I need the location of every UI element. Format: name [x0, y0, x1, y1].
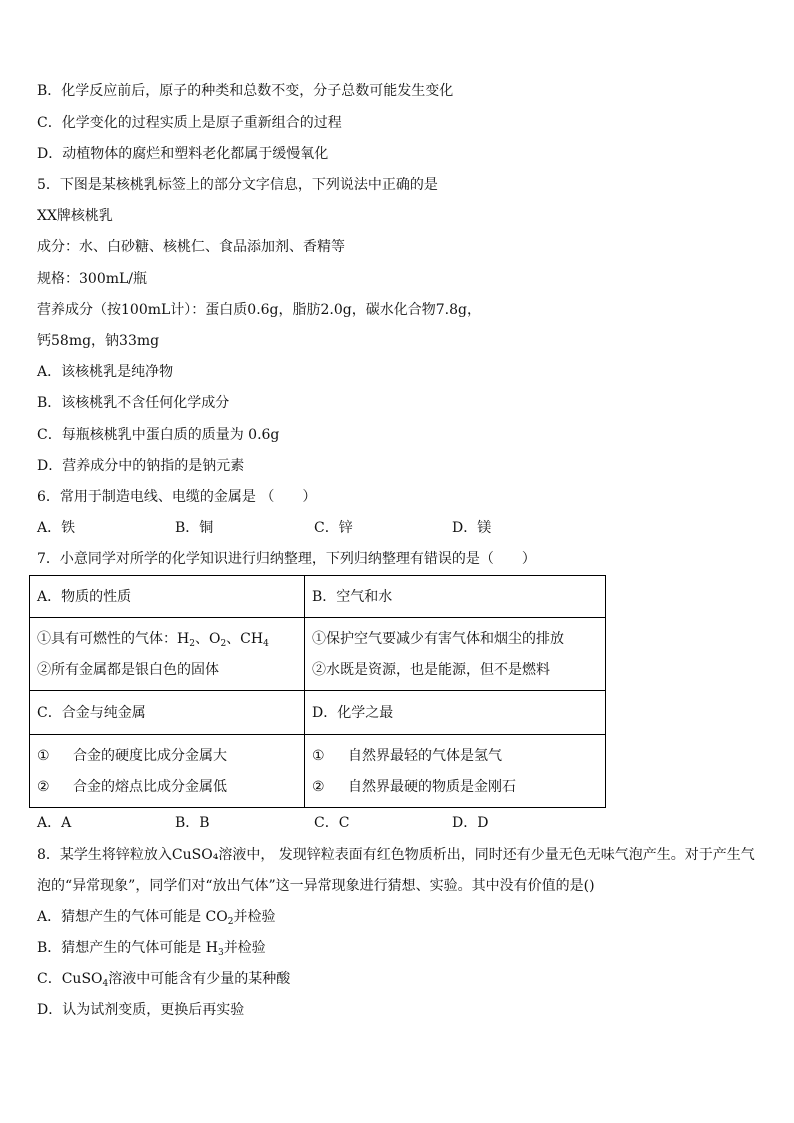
line-q4-option-c: C．化学变化的过程实质上是原子重新组合的过程: [37, 115, 342, 131]
q7-option-a: A．A: [37, 815, 72, 831]
q6-option-a: A．铁: [37, 520, 76, 536]
q6-option-d: D．镁: [452, 520, 492, 536]
q6-option-b: B．铜: [175, 520, 214, 536]
q6-stem: 6．常用于制造电线、电缆的金属是 （ ）: [37, 489, 317, 505]
q8-stem-line-2: 泡的“异常现象”，同学们对“放出气体”这一异常现象进行猜想、实验。其中没有价值的是(): [37, 878, 595, 894]
cell-a-header: A．物质的性质: [30, 576, 305, 618]
q8-option-b: B．猜想产生的气体可能是 $H_3$并检验: [37, 940, 266, 958]
q5-ingredients: 成分：水、白砂糖、核桃仁、食品添加剂、香精等: [37, 239, 345, 255]
q5-option-b: B．该核桃乳不含任何化学成分: [37, 395, 230, 411]
q5-option-a: A．该核桃乳是纯净物: [37, 364, 174, 380]
cell-c-header: C．合金与纯金属: [30, 691, 305, 735]
cell-c-line-2: ② 合金的熔点比成分金属低: [37, 778, 227, 795]
cell-a-body: [30, 618, 305, 691]
cell-c-body: [30, 735, 305, 808]
q5-option-d: D．营养成分中的钠指的是钠元素: [37, 458, 245, 474]
q8-option-c: C．CuSO$_4$溶液中可能含有少量的某种酸: [37, 971, 291, 989]
cell-b-line-2: ②水既是资源，也是能源，但不是燃料: [312, 661, 550, 678]
q8-stem-line-1: 8．某学生将锌粒放入CuSO₄溶液中， 发现锌粒表面有红色物质析出，同时还有少量无色无味气泡产生。对于产生气: [37, 847, 755, 863]
cell-d-body: [305, 735, 606, 808]
cell-d-line-2: ② 自然界最硬的物质是金刚石: [312, 778, 516, 795]
q7-option-b: B．B: [175, 815, 210, 831]
q5-option-c: C．每瓶核桃乳中蛋白质的质量为 0.6g: [37, 427, 280, 443]
q5-minerals: 钙58mg，钠33mg: [37, 333, 160, 349]
q6-option-c: C．锌: [314, 520, 353, 536]
line-q4-option-d: D．动植物体的腐烂和塑料老化都属于缓慢氧化: [37, 146, 329, 162]
q7-summary-table: [29, 575, 606, 808]
q8-option-a: A．猜想产生的气体可能是 $CO_2$并检验: [37, 909, 276, 927]
q7-option-d: D．D: [452, 815, 489, 831]
cell-d-header: D．化学之最: [305, 691, 606, 735]
q8-option-d: D．认为试剂变质，更换后再实验: [37, 1002, 245, 1018]
cell-b-body: [305, 618, 606, 691]
cell-d-line-1: ① 自然界最轻的气体是氢气: [312, 747, 502, 764]
cell-b-line-1: ①保护空气要减少有害气体和烟尘的排放: [312, 630, 564, 647]
line-q4-option-b: B．化学反应前后，原子的种类和总数不变，分子总数可能发生变化: [37, 83, 454, 99]
q5-nutrition: 营养成分（按100mL计）：蛋白质0.6g，脂肪2.0g，碳水化合物7.8g，: [37, 302, 481, 318]
cell-a-line-1: ①具有可燃性的气体：$H_2$、$O_2$、$CH_4$: [37, 630, 269, 649]
q7-stem: 7．小意同学对所学的化学知识进行归纳整理，下列归纳整理有错误的是（ ）: [37, 551, 536, 567]
cell-a-line-2: ②所有金属都是银白色的固体: [37, 661, 219, 678]
q7-option-c: C．C: [314, 815, 350, 831]
cell-c-line-1: ① 合金的硬度比成分金属大: [37, 747, 227, 764]
cell-b-header: B．空气和水: [305, 576, 606, 618]
q5-stem: 5．下图是某核桃乳标签上的部分文字信息，下列说法中正确的是: [37, 177, 438, 193]
q5-spec: 规格：300mL/瓶: [37, 271, 148, 287]
q5-brand: XX牌核桃乳: [37, 208, 113, 224]
